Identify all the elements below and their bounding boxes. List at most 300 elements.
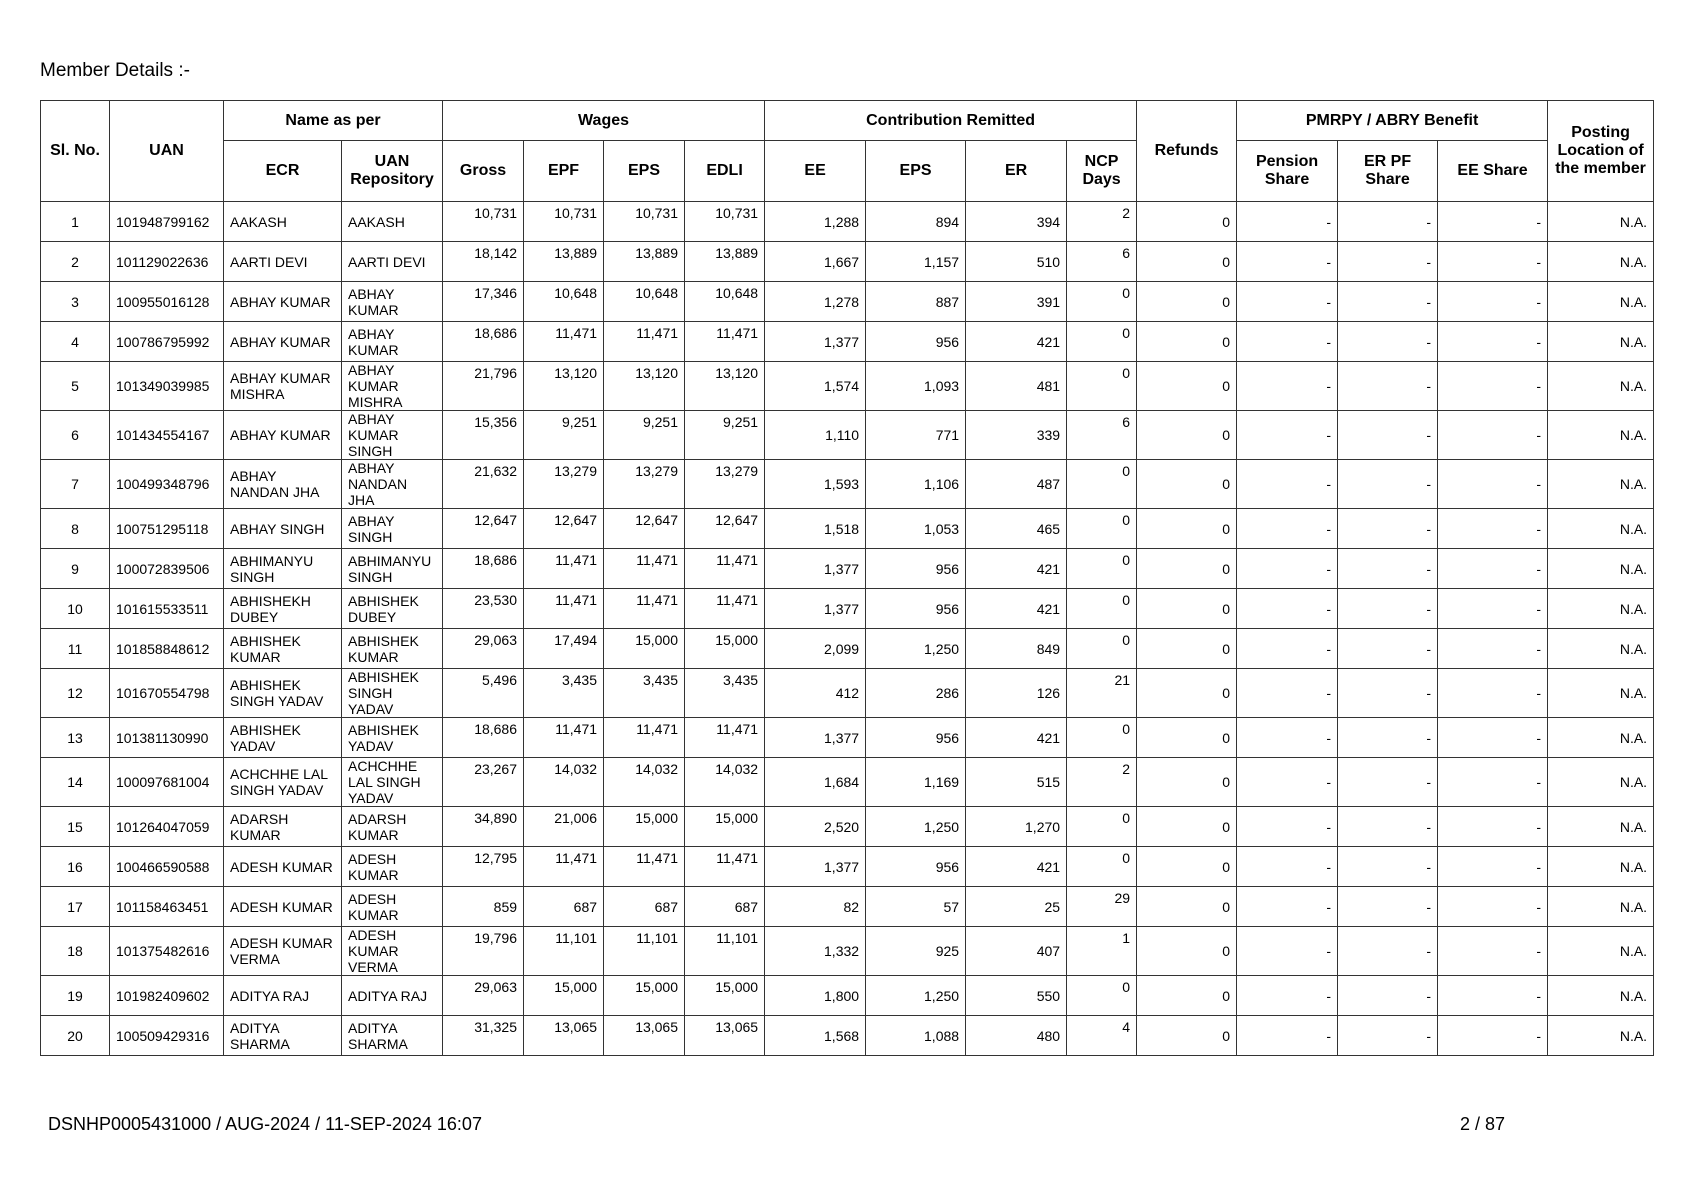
cell-er: 339 — [966, 411, 1067, 460]
cell-ncp-days: 0 — [1067, 589, 1137, 629]
member-details-table — [40, 100, 1654, 1056]
cell-ee-share: - — [1438, 460, 1548, 509]
cell-ncp-days: 2 — [1067, 202, 1137, 242]
cell-er-pf-share: - — [1338, 509, 1438, 549]
cell-gross: 29,063 — [443, 629, 524, 669]
cell-ee-share: - — [1438, 362, 1548, 411]
cell-sl-no: 13 — [41, 718, 110, 758]
cell-uan: 101615533511 — [110, 589, 224, 629]
cell-contribution-eps: 1,250 — [866, 807, 966, 847]
cell-epf: 17,494 — [524, 629, 604, 669]
cell-er: 849 — [966, 629, 1067, 669]
cell-eps: 10,731 — [604, 202, 685, 242]
cell-eps: 15,000 — [604, 807, 685, 847]
cell-sl-no: 2 — [41, 242, 110, 282]
cell-uan-repository-name: AARTI DEVI — [342, 242, 443, 282]
cell-refunds: 0 — [1137, 629, 1237, 669]
cell-ee-share: - — [1438, 927, 1548, 976]
cell-epf: 11,471 — [524, 847, 604, 887]
cell-er-pf-share: - — [1338, 589, 1438, 629]
cell-ecr-name: ABHISHEK KUMAR — [224, 629, 342, 669]
cell-ncp-days: 0 — [1067, 460, 1137, 509]
cell-ee-share: - — [1438, 887, 1548, 927]
cell-gross: 29,063 — [443, 976, 524, 1016]
cell-ee-share: - — [1438, 589, 1548, 629]
cell-contribution-eps: 1,250 — [866, 629, 966, 669]
cell-ecr-name: ABHIMANYU SINGH — [224, 549, 342, 589]
cell-eps: 10,648 — [604, 282, 685, 322]
cell-ee-share: - — [1438, 509, 1548, 549]
table-row — [41, 460, 1654, 509]
cell-ee-share: - — [1438, 411, 1548, 460]
table-row — [41, 629, 1654, 669]
cell-er-pf-share: - — [1338, 927, 1438, 976]
cell-er-pf-share: - — [1338, 460, 1438, 509]
cell-er-pf-share: - — [1338, 629, 1438, 669]
cell-epf: 13,120 — [524, 362, 604, 411]
group-header-name-as-per: Name as per — [224, 101, 443, 141]
cell-epf: 14,032 — [524, 758, 604, 807]
cell-ee-share: - — [1438, 282, 1548, 322]
cell-contribution-eps: 1,093 — [866, 362, 966, 411]
cell-ecr-name: ADARSH KUMAR — [224, 807, 342, 847]
col-header-ee: EE — [765, 141, 866, 202]
cell-uan: 100509429316 — [110, 1016, 224, 1056]
cell-uan-repository-name: ABHAY KUMAR — [342, 282, 443, 322]
cell-uan-repository-name: ABHAY KUMAR SINGH — [342, 411, 443, 460]
cell-eps: 15,000 — [604, 976, 685, 1016]
cell-pension-share: - — [1237, 807, 1338, 847]
cell-edli: 13,120 — [685, 362, 765, 411]
cell-gross: 18,686 — [443, 549, 524, 589]
table-row — [41, 758, 1654, 807]
cell-er: 550 — [966, 976, 1067, 1016]
cell-refunds: 0 — [1137, 589, 1237, 629]
cell-ecr-name: ADESH KUMAR VERMA — [224, 927, 342, 976]
cell-uan-repository-name: ABHIMANYU SINGH — [342, 549, 443, 589]
cell-edli: 10,648 — [685, 282, 765, 322]
cell-ecr-name: ABHISHEK YADAV — [224, 718, 342, 758]
cell-pension-share: - — [1237, 758, 1338, 807]
cell-uan: 101349039985 — [110, 362, 224, 411]
cell-ee-share: - — [1438, 1016, 1548, 1056]
cell-eps: 11,101 — [604, 927, 685, 976]
cell-ee: 1,332 — [765, 927, 866, 976]
cell-ecr-name: ABHAY KUMAR — [224, 282, 342, 322]
cell-er-pf-share: - — [1338, 282, 1438, 322]
col-header-refunds: Refunds — [1137, 101, 1237, 202]
cell-uan: 100072839506 — [110, 549, 224, 589]
cell-epf: 3,435 — [524, 669, 604, 718]
cell-contribution-eps: 1,106 — [866, 460, 966, 509]
cell-edli: 687 — [685, 887, 765, 927]
cell-edli: 13,065 — [685, 1016, 765, 1056]
cell-uan: 101948799162 — [110, 202, 224, 242]
cell-eps: 687 — [604, 887, 685, 927]
cell-ee: 2,520 — [765, 807, 866, 847]
cell-pension-share: - — [1237, 1016, 1338, 1056]
table-row — [41, 847, 1654, 887]
cell-contribution-eps: 1,169 — [866, 758, 966, 807]
cell-gross: 12,795 — [443, 847, 524, 887]
cell-uan: 101158463451 — [110, 887, 224, 927]
col-header-posting-location: Posting Location of the member — [1548, 101, 1654, 202]
cell-er-pf-share: - — [1338, 362, 1438, 411]
cell-posting-location: N.A. — [1548, 411, 1654, 460]
cell-eps: 13,120 — [604, 362, 685, 411]
cell-ee: 1,667 — [765, 242, 866, 282]
cell-eps: 11,471 — [604, 718, 685, 758]
cell-ncp-days: 6 — [1067, 411, 1137, 460]
cell-uan: 100751295118 — [110, 509, 224, 549]
cell-refunds: 0 — [1137, 460, 1237, 509]
cell-ee: 1,377 — [765, 322, 866, 362]
cell-pension-share: - — [1237, 887, 1338, 927]
cell-pension-share: - — [1237, 509, 1338, 549]
cell-posting-location: N.A. — [1548, 847, 1654, 887]
cell-refunds: 0 — [1137, 976, 1237, 1016]
cell-gross: 10,731 — [443, 202, 524, 242]
cell-epf: 13,065 — [524, 1016, 604, 1056]
cell-posting-location: N.A. — [1548, 887, 1654, 927]
table-row — [41, 669, 1654, 718]
cell-ee-share: - — [1438, 322, 1548, 362]
cell-ecr-name: ABHISHEK SINGH YADAV — [224, 669, 342, 718]
cell-contribution-eps: 771 — [866, 411, 966, 460]
cell-er: 391 — [966, 282, 1067, 322]
cell-epf: 12,647 — [524, 509, 604, 549]
cell-er: 407 — [966, 927, 1067, 976]
cell-er-pf-share: - — [1338, 202, 1438, 242]
cell-eps: 11,471 — [604, 549, 685, 589]
col-header-edli: EDLI — [685, 141, 765, 202]
cell-ncp-days: 0 — [1067, 549, 1137, 589]
cell-gross: 5,496 — [443, 669, 524, 718]
cell-ee-share: - — [1438, 549, 1548, 589]
cell-ncp-days: 1 — [1067, 927, 1137, 976]
cell-sl-no: 15 — [41, 807, 110, 847]
cell-posting-location: N.A. — [1548, 460, 1654, 509]
cell-epf: 11,471 — [524, 589, 604, 629]
cell-er: 1,270 — [966, 807, 1067, 847]
cell-sl-no: 1 — [41, 202, 110, 242]
cell-uan: 101381130990 — [110, 718, 224, 758]
col-header-eps: EPS — [604, 141, 685, 202]
cell-ee-share: - — [1438, 976, 1548, 1016]
cell-uan: 101670554798 — [110, 669, 224, 718]
cell-sl-no: 9 — [41, 549, 110, 589]
cell-contribution-eps: 1,053 — [866, 509, 966, 549]
col-header-gross: Gross — [443, 141, 524, 202]
cell-eps: 15,000 — [604, 629, 685, 669]
cell-edli: 15,000 — [685, 629, 765, 669]
cell-ncp-days: 0 — [1067, 807, 1137, 847]
col-header-pension-share: Pension Share — [1237, 141, 1338, 202]
footer-document-reference: DSNHP0005431000 / AUG-2024 / 11-SEP-2024 16:07 — [48, 1114, 482, 1134]
cell-contribution-eps: 286 — [866, 669, 966, 718]
cell-ncp-days: 6 — [1067, 242, 1137, 282]
cell-uan-repository-name: ADESH KUMAR VERMA — [342, 927, 443, 976]
cell-posting-location: N.A. — [1548, 242, 1654, 282]
cell-gross: 18,142 — [443, 242, 524, 282]
cell-ee: 1,377 — [765, 718, 866, 758]
cell-posting-location: N.A. — [1548, 549, 1654, 589]
table-row — [41, 509, 1654, 549]
cell-ecr-name: ABHAY KUMAR MISHRA — [224, 362, 342, 411]
cell-edli: 11,471 — [685, 549, 765, 589]
cell-eps: 3,435 — [604, 669, 685, 718]
cell-er: 465 — [966, 509, 1067, 549]
cell-ee: 1,288 — [765, 202, 866, 242]
cell-pension-share: - — [1237, 976, 1338, 1016]
col-header-er-pf-share: ER PF Share — [1338, 141, 1438, 202]
cell-posting-location: N.A. — [1548, 282, 1654, 322]
cell-ee: 1,568 — [765, 1016, 866, 1056]
cell-er-pf-share: - — [1338, 242, 1438, 282]
cell-edli: 11,101 — [685, 927, 765, 976]
table-row — [41, 362, 1654, 411]
cell-sl-no: 4 — [41, 322, 110, 362]
cell-uan-repository-name: ABHAY KUMAR MISHRA — [342, 362, 443, 411]
cell-er-pf-share: - — [1338, 411, 1438, 460]
cell-refunds: 0 — [1137, 202, 1237, 242]
cell-ecr-name: ABHISHEKH DUBEY — [224, 589, 342, 629]
cell-epf: 11,471 — [524, 322, 604, 362]
cell-uan-repository-name: ABHISHEK DUBEY — [342, 589, 443, 629]
cell-gross: 17,346 — [443, 282, 524, 322]
cell-er: 421 — [966, 847, 1067, 887]
cell-gross: 15,356 — [443, 411, 524, 460]
cell-sl-no: 10 — [41, 589, 110, 629]
cell-contribution-eps: 925 — [866, 927, 966, 976]
cell-eps: 11,471 — [604, 589, 685, 629]
cell-edli: 11,471 — [685, 847, 765, 887]
cell-ee: 412 — [765, 669, 866, 718]
cell-er: 421 — [966, 322, 1067, 362]
cell-ncp-days: 29 — [1067, 887, 1137, 927]
cell-uan-repository-name: ADITYA RAJ — [342, 976, 443, 1016]
cell-uan: 101434554167 — [110, 411, 224, 460]
cell-eps: 13,279 — [604, 460, 685, 509]
cell-edli: 9,251 — [685, 411, 765, 460]
cell-ee: 1,800 — [765, 976, 866, 1016]
col-header-ecr: ECR — [224, 141, 342, 202]
cell-eps: 13,065 — [604, 1016, 685, 1056]
cell-ee: 1,377 — [765, 549, 866, 589]
cell-sl-no: 6 — [41, 411, 110, 460]
cell-contribution-eps: 956 — [866, 322, 966, 362]
cell-pension-share: - — [1237, 202, 1338, 242]
cell-epf: 11,471 — [524, 718, 604, 758]
cell-ncp-days: 0 — [1067, 718, 1137, 758]
cell-sl-no: 19 — [41, 976, 110, 1016]
cell-ee-share: - — [1438, 242, 1548, 282]
cell-gross: 23,267 — [443, 758, 524, 807]
cell-refunds: 0 — [1137, 887, 1237, 927]
cell-uan-repository-name: ADARSH KUMAR — [342, 807, 443, 847]
cell-er-pf-share: - — [1338, 322, 1438, 362]
cell-uan: 101375482616 — [110, 927, 224, 976]
cell-er: 515 — [966, 758, 1067, 807]
cell-uan-repository-name: ABHAY SINGH — [342, 509, 443, 549]
cell-ee-share: - — [1438, 718, 1548, 758]
cell-posting-location: N.A. — [1548, 807, 1654, 847]
cell-er: 481 — [966, 362, 1067, 411]
cell-eps: 11,471 — [604, 847, 685, 887]
cell-pension-share: - — [1237, 629, 1338, 669]
cell-ncp-days: 4 — [1067, 1016, 1137, 1056]
cell-eps: 12,647 — [604, 509, 685, 549]
cell-ncp-days: 2 — [1067, 758, 1137, 807]
cell-edli: 12,647 — [685, 509, 765, 549]
section-title: Member Details :- — [40, 60, 190, 81]
cell-ncp-days: 0 — [1067, 282, 1137, 322]
cell-ncp-days: 0 — [1067, 976, 1137, 1016]
cell-epf: 11,471 — [524, 549, 604, 589]
cell-contribution-eps: 1,088 — [866, 1016, 966, 1056]
cell-uan-repository-name: ABHAY KUMAR — [342, 322, 443, 362]
table-row — [41, 887, 1654, 927]
cell-ncp-days: 0 — [1067, 362, 1137, 411]
cell-posting-location: N.A. — [1548, 362, 1654, 411]
cell-uan-repository-name: ADITYA SHARMA — [342, 1016, 443, 1056]
cell-ee-share: - — [1438, 629, 1548, 669]
cell-gross: 21,796 — [443, 362, 524, 411]
cell-ncp-days: 0 — [1067, 509, 1137, 549]
cell-uan-repository-name: ABHISHEK KUMAR — [342, 629, 443, 669]
table-row — [41, 807, 1654, 847]
cell-ncp-days: 0 — [1067, 322, 1137, 362]
cell-ecr-name: ADITYA SHARMA — [224, 1016, 342, 1056]
cell-gross: 19,796 — [443, 927, 524, 976]
cell-pension-share: - — [1237, 718, 1338, 758]
cell-uan: 101264047059 — [110, 807, 224, 847]
cell-epf: 21,006 — [524, 807, 604, 847]
cell-uan-repository-name: AAKASH — [342, 202, 443, 242]
cell-edli: 10,731 — [685, 202, 765, 242]
cell-ee: 82 — [765, 887, 866, 927]
cell-epf: 15,000 — [524, 976, 604, 1016]
cell-uan-repository-name: ADESH KUMAR — [342, 887, 443, 927]
cell-sl-no: 3 — [41, 282, 110, 322]
cell-er: 510 — [966, 242, 1067, 282]
group-header-pmrpy-abry-benefit: PMRPY / ABRY Benefit — [1237, 101, 1548, 141]
cell-er-pf-share: - — [1338, 758, 1438, 807]
cell-er-pf-share: - — [1338, 718, 1438, 758]
cell-sl-no: 14 — [41, 758, 110, 807]
cell-ee: 1,684 — [765, 758, 866, 807]
cell-refunds: 0 — [1137, 718, 1237, 758]
cell-gross: 18,686 — [443, 322, 524, 362]
cell-er: 487 — [966, 460, 1067, 509]
cell-pension-share: - — [1237, 362, 1338, 411]
cell-refunds: 0 — [1137, 362, 1237, 411]
cell-uan: 101858848612 — [110, 629, 224, 669]
footer-page-indicator: 2 / 87 — [1460, 1114, 1506, 1134]
cell-posting-location: N.A. — [1548, 976, 1654, 1016]
cell-gross: 18,686 — [443, 718, 524, 758]
cell-posting-location: N.A. — [1548, 758, 1654, 807]
cell-contribution-eps: 1,157 — [866, 242, 966, 282]
cell-edli: 3,435 — [685, 669, 765, 718]
cell-refunds: 0 — [1137, 847, 1237, 887]
cell-ecr-name: AAKASH — [224, 202, 342, 242]
cell-ee-share: - — [1438, 807, 1548, 847]
table-row — [41, 589, 1654, 629]
cell-pension-share: - — [1237, 669, 1338, 718]
cell-ecr-name: ABHAY SINGH — [224, 509, 342, 549]
cell-er-pf-share: - — [1338, 549, 1438, 589]
cell-contribution-eps: 956 — [866, 847, 966, 887]
cell-gross: 34,890 — [443, 807, 524, 847]
cell-edli: 13,279 — [685, 460, 765, 509]
cell-contribution-eps: 1,250 — [866, 976, 966, 1016]
cell-contribution-eps: 894 — [866, 202, 966, 242]
cell-er: 421 — [966, 549, 1067, 589]
cell-uan-repository-name: ACHCHHE LAL SINGH YADAV — [342, 758, 443, 807]
cell-ncp-days: 21 — [1067, 669, 1137, 718]
cell-gross: 31,325 — [443, 1016, 524, 1056]
cell-posting-location: N.A. — [1548, 589, 1654, 629]
cell-ee-share: - — [1438, 847, 1548, 887]
col-header-er: ER — [966, 141, 1067, 202]
cell-posting-location: N.A. — [1548, 1016, 1654, 1056]
cell-contribution-eps: 57 — [866, 887, 966, 927]
col-header-uan: UAN — [110, 101, 224, 202]
col-header-uan-repository: UAN Repository — [342, 141, 443, 202]
cell-uan: 100466590588 — [110, 847, 224, 887]
cell-er-pf-share: - — [1338, 847, 1438, 887]
cell-ee-share: - — [1438, 669, 1548, 718]
cell-er: 421 — [966, 589, 1067, 629]
cell-edli: 11,471 — [685, 589, 765, 629]
cell-refunds: 0 — [1137, 509, 1237, 549]
cell-epf: 687 — [524, 887, 604, 927]
cell-ee-share: - — [1438, 758, 1548, 807]
col-header-ee-share: EE Share — [1438, 141, 1548, 202]
cell-pension-share: - — [1237, 242, 1338, 282]
cell-pension-share: - — [1237, 411, 1338, 460]
cell-ee: 1,278 — [765, 282, 866, 322]
cell-epf: 9,251 — [524, 411, 604, 460]
cell-eps: 9,251 — [604, 411, 685, 460]
cell-ee: 1,377 — [765, 847, 866, 887]
group-header-wages: Wages — [443, 101, 765, 141]
cell-pension-share: - — [1237, 549, 1338, 589]
cell-ee-share: - — [1438, 202, 1548, 242]
cell-refunds: 0 — [1137, 411, 1237, 460]
table-row — [41, 1016, 1654, 1056]
cell-refunds: 0 — [1137, 242, 1237, 282]
cell-posting-location: N.A. — [1548, 718, 1654, 758]
cell-er: 126 — [966, 669, 1067, 718]
cell-ecr-name: ADITYA RAJ — [224, 976, 342, 1016]
cell-edli: 14,032 — [685, 758, 765, 807]
cell-gross: 12,647 — [443, 509, 524, 549]
table-row — [41, 976, 1654, 1016]
cell-ee: 1,110 — [765, 411, 866, 460]
cell-uan: 100499348796 — [110, 460, 224, 509]
cell-er-pf-share: - — [1338, 1016, 1438, 1056]
cell-pension-share: - — [1237, 322, 1338, 362]
cell-refunds: 0 — [1137, 807, 1237, 847]
cell-uan: 100097681004 — [110, 758, 224, 807]
col-header-ncp-days: NCP Days — [1067, 141, 1137, 202]
table-row — [41, 718, 1654, 758]
cell-ecr-name: ABHAY KUMAR — [224, 411, 342, 460]
table-row — [41, 549, 1654, 589]
cell-er: 394 — [966, 202, 1067, 242]
